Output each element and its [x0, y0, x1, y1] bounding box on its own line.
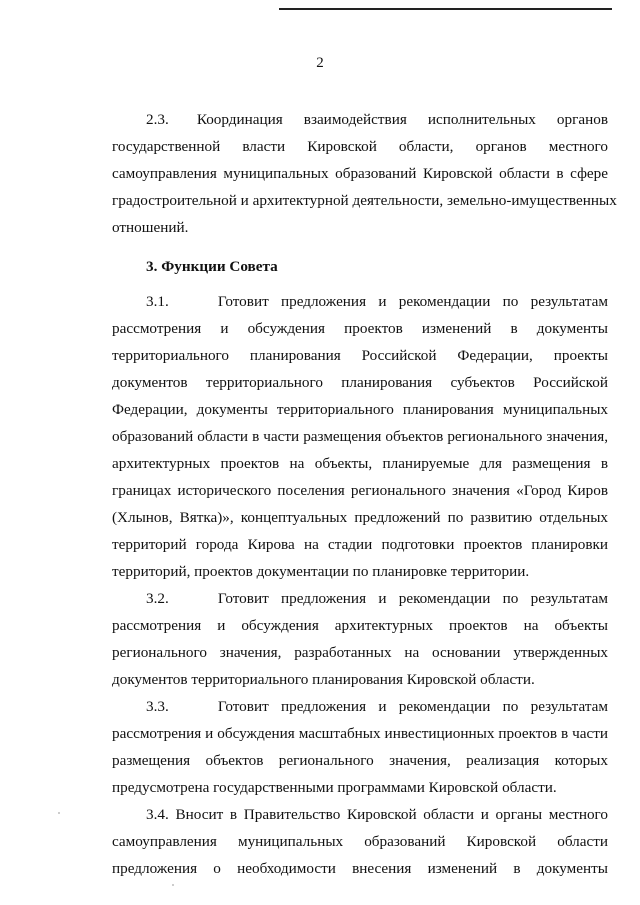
- clause-3-1-line-3: территориального планирования Российской Федерации, проекты: [112, 347, 608, 364]
- clause-3-2-line-1: 3.2. Готовит предложения и рекомендации по результатам: [146, 590, 608, 607]
- page-number: 2: [316, 55, 324, 71]
- clause-3-1-line-4: документов территориального планирования субъектов Российской: [112, 374, 608, 391]
- clause-3-2-line-2: рассмотрения и обсуждения архитектурных проектов на объекты: [112, 617, 608, 634]
- clause-3-1-line-2: рассмотрения и обсуждения проектов изменений в документы: [112, 320, 608, 337]
- clause-3-1-line-11: территорий, проектов документации по планировке территории.: [112, 563, 530, 580]
- clause-3-1-line-8: границах исторического поселения регионального значения «Город Киров: [112, 482, 608, 499]
- header-rule: [279, 8, 612, 10]
- clause-3-1-line-1: 3.1. Готовит предложения и рекомендации по результатам: [146, 293, 608, 310]
- clause-3-3-line-1: 3.3. Готовит предложения и рекомендации по результатам: [146, 698, 608, 715]
- clause-3-1-line-6: образований области в части размещения объектов регионального значения,: [112, 428, 608, 445]
- section-heading: 3. Функции Совета: [146, 258, 278, 275]
- clause-2-3-line-3: самоуправления муниципальных образований Кировской области в сфере: [112, 165, 608, 182]
- clause-3-3-line-2: рассмотрения и обсуждения масштабных инвестиционных проектов в части: [112, 725, 608, 742]
- clause-3-1-line-5: Федерации, документы территориального планирования муниципальных: [112, 401, 608, 418]
- clause-3-1-line-9: (Хлынов, Вятка)», концептуальных предложений по развитию отдельных: [112, 509, 608, 526]
- clause-3-1-line-7: архитектурных проектов на объекты, планируемые для размещения в: [112, 455, 608, 472]
- clause-2-3-line-5: отношений.: [112, 219, 189, 236]
- clause-2-3-line-2: государственной власти Кировской области, органов местного: [112, 138, 608, 155]
- clause-2-3-line-4: градостроительной и архитектурной деятельности, земельно-имущественных: [112, 192, 617, 209]
- clause-3-3-line-3: размещения объектов регионального значения, реализация которых: [112, 752, 608, 769]
- clause-2-3-line-1: 2.3. Координация взаимодействия исполнительных органов: [146, 111, 608, 128]
- clause-3-2-line-3: регионального значения, разработанных на основании утвержденных: [112, 644, 608, 661]
- scan-speck: [172, 884, 174, 886]
- clause-3-1-line-10: территорий города Кирова на стадии подготовки проектов планировки: [112, 536, 608, 553]
- clause-3-4-line-2: самоуправления муниципальных образований Кировской области: [112, 833, 608, 850]
- clause-3-4-line-1: 3.4. Вносит в Правительство Кировской области и органы местного: [146, 806, 608, 823]
- clause-3-2-line-4: документов территориального планирования Кировской области.: [112, 671, 535, 688]
- clause-3-3-line-4: предусмотрена государственными программами Кировской области.: [112, 779, 557, 796]
- scan-speck: [58, 812, 60, 814]
- clause-3-4-line-3: предложения о необходимости внесения изменений в документы: [112, 860, 608, 877]
